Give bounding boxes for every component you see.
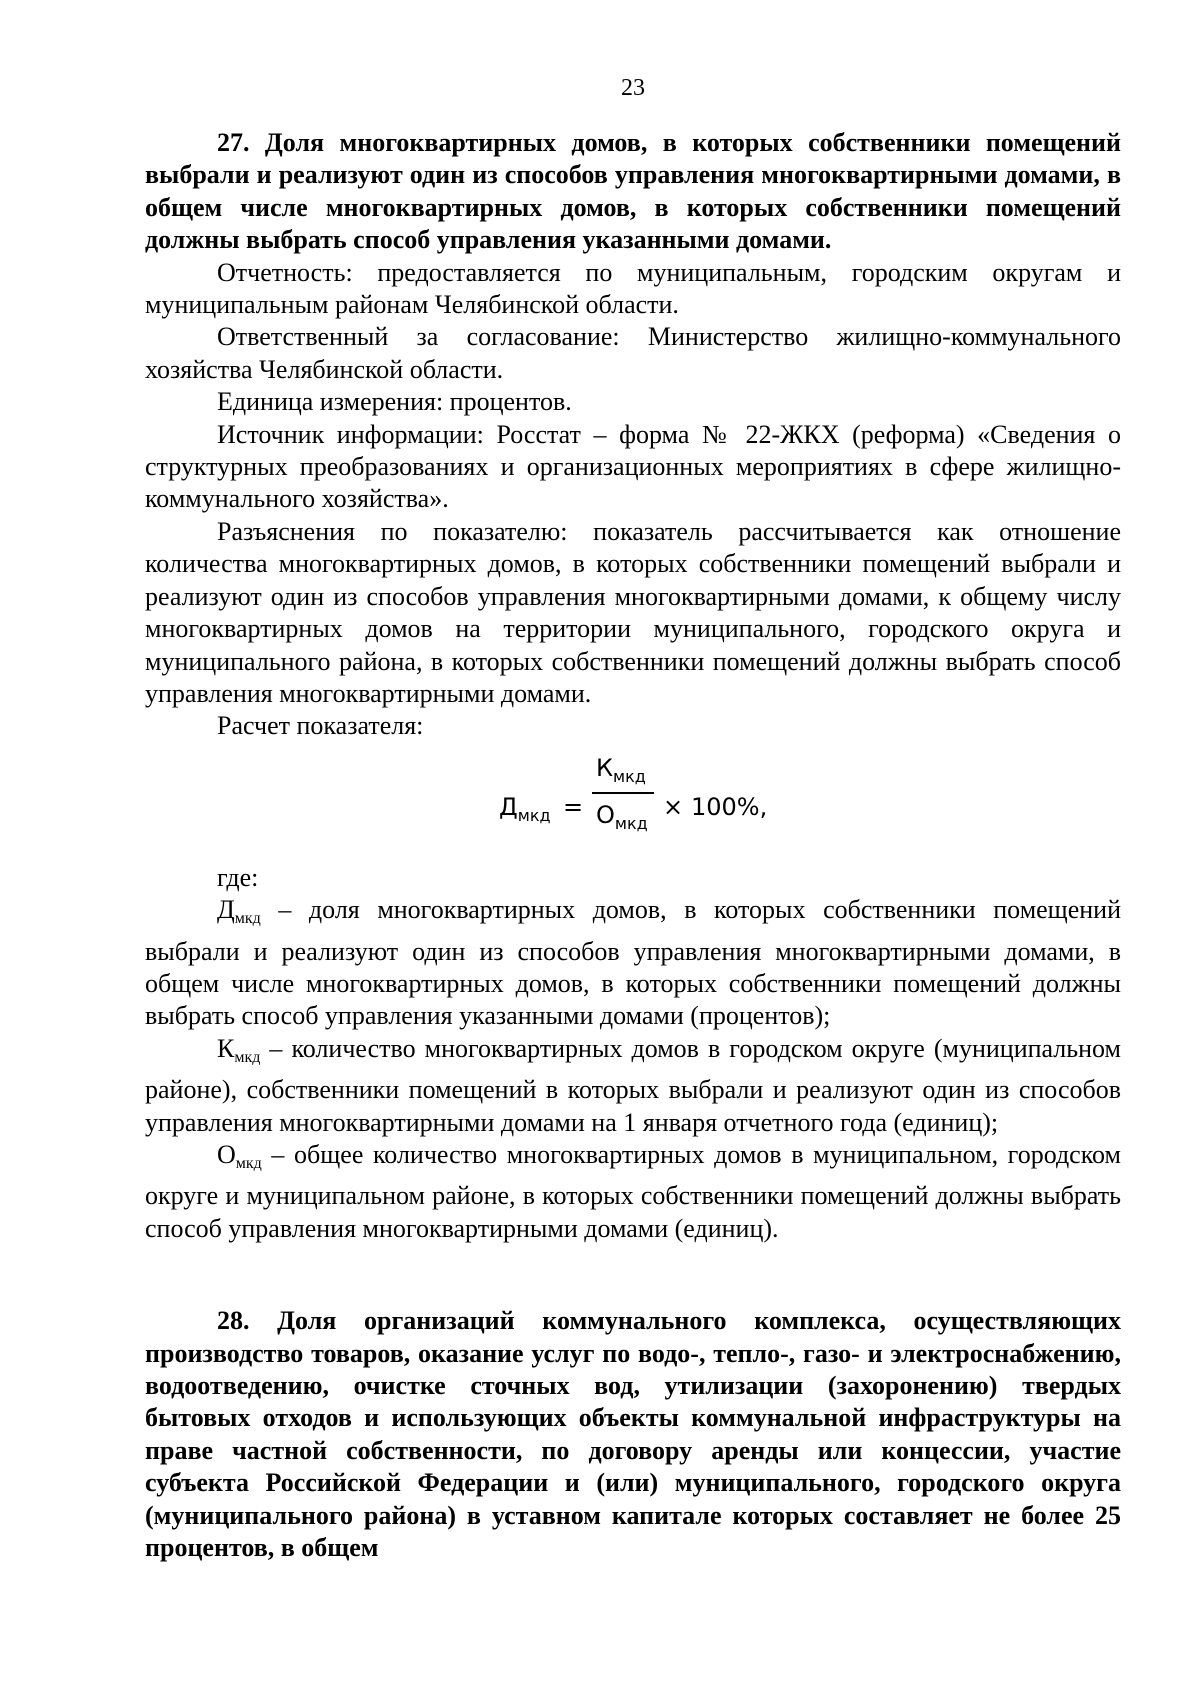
formula <box>145 747 1121 862</box>
definition-k-mkd: $К_{мкд}$ – количество многоквартирных домов в городском округе (муниципальном районе), собственники помещений в которых выбрали и реализуют один из способов управления многоквартирными домами на 1 января отчетного года (единиц); <box>145 1033 1121 1137</box>
explanation-paragraph: Разъяснения по показателю: показатель рассчитывается как отношение количества многоквартирных домов, в которых собственники помещений выбрали и реализуют один из способов управления многоквартирными домами, к общему числу многоквартирных домов на территории муниципального, городского округа и муниципального района, в которых собственники помещений должны выбрать способ управления многоквартирными домами. <box>145 516 1121 708</box>
unit-paragraph: Единица измерения: процентов. <box>217 387 572 417</box>
section-28-heading: 28. Доля организаций коммунального комплекса, осуществляющих производство товаров, оказание услуг по водо-, тепло-, газо- и электроснабжению, водоотведению, очистке сточных вод, утилизации (захоронению) твердых бытовых отходов и использующих объекты коммунальной инфраструктуры на праве частной собственности, по договору аренды или концессии, участие субъекта Российской Федерации и (или) муниципального, городского округа (муниципального района) в уставном капитале которых составляет не более 25 процентов, в общем <box>145 1306 1121 1563</box>
definition-d-mkd: $Д_{мкд}$ – доля многоквартирных домов, в которых собственники помещений выбрали и реализуют один из способов управления многоквартирными домами, в общем числе многоквартирных домов, в которых собственники помещений должны выбрать способ управления указанными домами (процентов); <box>145 895 1121 1031</box>
section-gap <box>145 1245 1121 1305</box>
source-paragraph: Источник информации: Росстат – форма № 22-ЖКХ (реформа) «Сведения о структурных преобразованиях и организационных мероприятиях в сфере жилищно-коммунального хозяйства». <box>145 419 1121 514</box>
page-number: 23 <box>621 75 645 101</box>
reporting-paragraph: Отчетность: предоставляется по муниципальным, городским округам и муниципальным районам Челябинской области. <box>145 257 1121 320</box>
section-27-heading: 27. Доля многоквартирных домов, в которых собственники помещений выбрали и реализуют один из способов управления многоквартирными домами, в общем числе многоквартирных домов, в которых собственники помещений должны выбрать способ управления указанными домами. <box>145 128 1121 255</box>
formula-denominator: $О_{мкд}$ <box>596 800 648 833</box>
fraction-bar <box>592 792 654 794</box>
formula-lhs: $Д_{мкд}$ <box>499 792 551 825</box>
where-label: где: <box>217 862 259 892</box>
page-content <box>145 127 1121 1564</box>
formula-percent: 100%, <box>691 792 768 821</box>
calculation-label: Расчет показателя: <box>217 711 424 741</box>
formula-multiply: × <box>663 792 684 821</box>
formula-numerator: $К_{мкд}$ <box>596 753 646 786</box>
responsible-paragraph: Ответственный за согласование: Министерство жилищно-коммунального хозяйства Челябинской области. <box>145 322 1121 384</box>
definition-o-mkd: $О_{мкд}$ – общее количество многоквартирных домов в муниципальном, городском округе и муниципальном районе, в которых собственники помещений должны выбрать способ управления многоквартирными домами (единиц). <box>145 1139 1121 1243</box>
formula-equals: = <box>563 792 584 821</box>
